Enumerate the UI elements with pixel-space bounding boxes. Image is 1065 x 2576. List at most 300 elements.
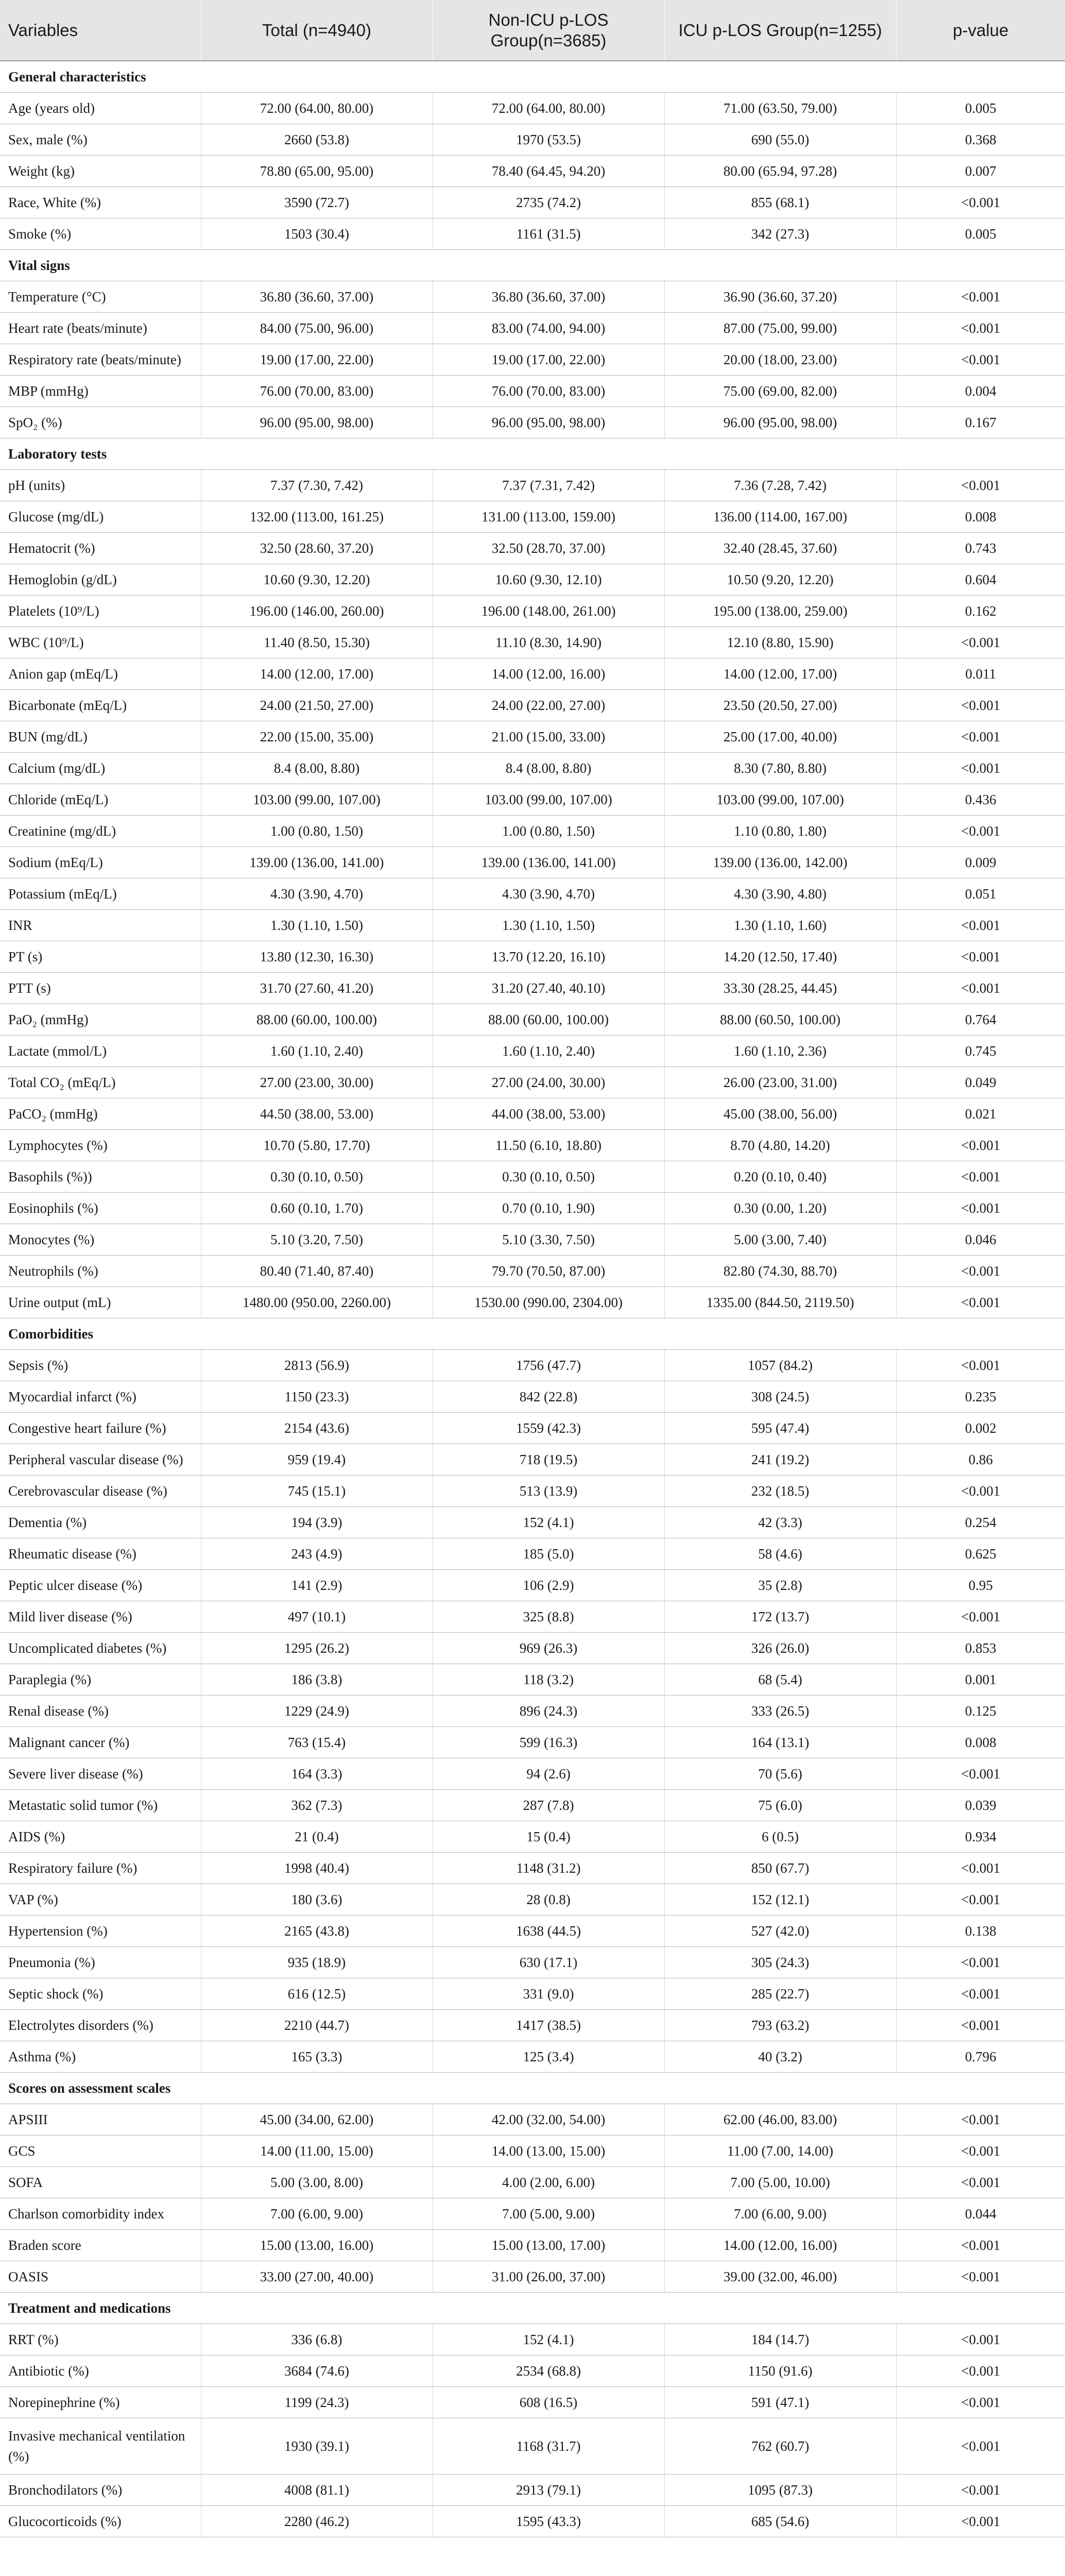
icu-value: 35 (2.8) [664,1570,896,1601]
icu-value: 1.30 (1.10, 1.60) [664,910,896,941]
non-icu-value: 513 (13.9) [433,1476,664,1507]
non-icu-value: 15 (0.4) [433,1821,664,1853]
variable-name: Asthma (%) [0,2041,201,2073]
total-value: 31.70 (27.60, 41.20) [201,973,433,1004]
variable-name: Age (years old) [0,93,201,124]
total-value: 132.00 (113.00, 161.25) [201,501,433,533]
icu-value: 87.00 (75.00, 99.00) [664,313,896,344]
non-icu-value: 152 (4.1) [433,2324,664,2355]
total-value: 362 (7.3) [201,1790,433,1821]
variable-name: Calcium (mg/dL) [0,753,201,784]
table-row [0,2387,1065,2418]
p-value: 0.002 [896,1413,1065,1444]
table-row [0,1916,1065,1947]
icu-value: 850 (67.7) [664,1853,896,1884]
table-row [0,1884,1065,1916]
p-value: 0.86 [896,1444,1065,1476]
non-icu-value: 1970 (53.5) [433,124,664,156]
variable-name: Weight (kg) [0,156,201,187]
non-icu-value: 118 (3.2) [433,1664,664,1696]
non-icu-value: 44.00 (38.00, 53.00) [433,1098,664,1130]
variable-name: PaCO₂ (mmHg) [0,1098,201,1130]
icu-value: 7.00 (5.00, 10.00) [664,2167,896,2198]
non-icu-value: 24.00 (22.00, 27.00) [433,690,664,721]
icu-value: 82.80 (74.30, 88.70) [664,1256,896,1287]
variable-name: Potassium (mEq/L) [0,878,201,910]
icu-value: 136.00 (114.00, 167.00) [664,501,896,533]
variable-name: MBP (mmHg) [0,376,201,407]
variable-name: PaO₂ (mmHg) [0,1004,201,1036]
icu-value: 10.50 (9.20, 12.20) [664,564,896,596]
table-row [0,2010,1065,2041]
table-row [0,218,1065,250]
p-value: 0.007 [896,156,1065,187]
total-value: 2165 (43.8) [201,1916,433,1947]
icu-value: 1095 (87.3) [664,2475,896,2506]
p-value: 0.046 [896,1224,1065,1256]
variable-name: Peripheral vascular disease (%) [0,1444,201,1476]
p-value: 0.743 [896,533,1065,564]
total-value: 22.00 (15.00, 35.00) [201,721,433,753]
variable-name: OASIS [0,2261,201,2293]
p-value: <0.001 [896,2418,1065,2475]
non-icu-value: 5.10 (3.30, 7.50) [433,1224,664,1256]
icu-value: 164 (13.1) [664,1727,896,1758]
p-value: 0.011 [896,658,1065,690]
table-row [0,1224,1065,1256]
p-value: 0.625 [896,1538,1065,1570]
total-value: 2660 (53.8) [201,124,433,156]
total-value: 1503 (30.4) [201,218,433,250]
variable-name: Urine output (mL) [0,1287,201,1318]
non-icu-value: 4.30 (3.90, 4.70) [433,878,664,910]
table-row [0,1130,1065,1161]
variable-name: Cerebrovascular disease (%) [0,1476,201,1507]
total-value: 4.30 (3.90, 4.70) [201,878,433,910]
section-title: Scores on assessment scales [0,2073,1065,2104]
total-value: 1.00 (0.80, 1.50) [201,816,433,847]
non-icu-value: 19.00 (17.00, 22.00) [433,344,664,376]
non-icu-value: 10.60 (9.30, 12.10) [433,564,664,596]
icu-value: 23.50 (20.50, 27.00) [664,690,896,721]
total-value: 1229 (24.9) [201,1696,433,1727]
p-value: <0.001 [896,973,1065,1004]
variable-name: Lymphocytes (%) [0,1130,201,1161]
variable-name: Charlson comorbidity index [0,2198,201,2230]
icu-value: 527 (42.0) [664,1916,896,1947]
variable-name: Rheumatic disease (%) [0,1538,201,1570]
header-total: Total (n=4940) [201,0,433,61]
p-value: 0.008 [896,1727,1065,1758]
icu-value: 40 (3.2) [664,2041,896,2073]
icu-value: 285 (22.7) [664,1978,896,2010]
icu-value: 80.00 (65.94, 97.28) [664,156,896,187]
total-value: 1930 (39.1) [201,2418,433,2475]
icu-value: 58 (4.6) [664,1538,896,1570]
table-row [0,1287,1065,1318]
icu-value: 195.00 (138.00, 259.00) [664,596,896,627]
variable-name: SOFA [0,2167,201,2198]
icu-value: 70 (5.6) [664,1758,896,1790]
total-value: 2280 (46.2) [201,2506,433,2537]
total-value: 3684 (74.6) [201,2355,433,2387]
variable-name: Myocardial infarct (%) [0,1381,201,1413]
table-row [0,2324,1065,2355]
non-icu-value: 103.00 (99.00, 107.00) [433,784,664,816]
icu-value: 685 (54.6) [664,2506,896,2537]
non-icu-value: 185 (5.0) [433,1538,664,1570]
p-value: <0.001 [896,2230,1065,2261]
header-icu-group: ICU p-LOS Group(n=1255) [664,0,896,61]
table-row [0,376,1065,407]
p-value: <0.001 [896,2475,1065,2506]
total-value: 36.80 (36.60, 37.00) [201,281,433,313]
non-icu-value: 88.00 (60.00, 100.00) [433,1004,664,1036]
p-value: <0.001 [896,1601,1065,1633]
total-value: 959 (19.4) [201,1444,433,1476]
total-value: 186 (3.8) [201,1664,433,1696]
total-value: 1998 (40.4) [201,1853,433,1884]
icu-value: 42 (3.3) [664,1507,896,1538]
total-value: 2813 (56.9) [201,1350,433,1381]
total-value: 2154 (43.6) [201,1413,433,1444]
icu-value: 0.30 (0.00, 1.20) [664,1193,896,1224]
table-row [0,156,1065,187]
variable-name: Monocytes (%) [0,1224,201,1256]
icu-value: 855 (68.1) [664,187,896,218]
icu-value: 1.60 (1.10, 2.36) [664,1036,896,1067]
table-row [0,2506,1065,2537]
icu-value: 75 (6.0) [664,1790,896,1821]
variable-name: WBC (10⁹/L) [0,627,201,658]
p-value: <0.001 [896,470,1065,501]
p-value: 0.005 [896,218,1065,250]
p-value: 0.167 [896,407,1065,438]
p-value: <0.001 [896,1130,1065,1161]
total-value: 27.00 (23.00, 30.00) [201,1067,433,1098]
p-value: <0.001 [896,1476,1065,1507]
icu-value: 595 (47.4) [664,1413,896,1444]
variable-name: AIDS (%) [0,1821,201,1853]
variable-name: Bicarbonate (mEq/L) [0,690,201,721]
total-value: 4008 (81.1) [201,2475,433,2506]
non-icu-value: 969 (26.3) [433,1633,664,1664]
icu-value: 36.90 (36.60, 37.20) [664,281,896,313]
total-value: 1295 (26.2) [201,1633,433,1664]
table-row [0,690,1065,721]
table-row [0,2167,1065,2198]
variable-name: pH (units) [0,470,201,501]
variable-name: Sepsis (%) [0,1350,201,1381]
table-row [0,2230,1065,2261]
table-row [0,564,1065,596]
non-icu-value: 287 (7.8) [433,1790,664,1821]
total-value: 72.00 (64.00, 80.00) [201,93,433,124]
non-icu-value: 1559 (42.3) [433,1413,664,1444]
p-value: 0.044 [896,2198,1065,2230]
non-icu-value: 1530.00 (990.00, 2304.00) [433,1287,664,1318]
total-value: 1150 (23.3) [201,1381,433,1413]
total-value: 164 (3.3) [201,1758,433,1790]
header-p-value: p-value [896,0,1065,61]
non-icu-value: 0.70 (0.10, 1.90) [433,1193,664,1224]
icu-value: 14.00 (12.00, 17.00) [664,658,896,690]
variable-name: Norepinephrine (%) [0,2387,201,2418]
icu-value: 0.20 (0.10, 0.40) [664,1161,896,1193]
total-value: 336 (6.8) [201,2324,433,2355]
p-value: 0.436 [896,784,1065,816]
icu-value: 33.30 (28.25, 44.45) [664,973,896,1004]
variable-name: Lactate (mmol/L) [0,1036,201,1067]
non-icu-value: 0.30 (0.10, 0.50) [433,1161,664,1193]
total-value: 13.80 (12.30, 16.30) [201,941,433,973]
icu-value: 7.36 (7.28, 7.42) [664,470,896,501]
total-value: 1199 (24.3) [201,2387,433,2418]
non-icu-value: 32.50 (28.70, 37.00) [433,533,664,564]
variable-name: Platelets (10⁹/L) [0,596,201,627]
icu-value: 32.40 (28.45, 37.60) [664,533,896,564]
non-icu-value: 196.00 (148.00, 261.00) [433,596,664,627]
total-value: 243 (4.9) [201,1538,433,1570]
total-value: 1.60 (1.10, 2.40) [201,1036,433,1067]
table-row [0,1036,1065,1067]
total-value: 745 (15.1) [201,1476,433,1507]
p-value: 0.009 [896,847,1065,878]
p-value: 0.051 [896,878,1065,910]
non-icu-value: 1168 (31.7) [433,2418,664,2475]
p-value: 0.004 [896,376,1065,407]
non-icu-value: 14.00 (12.00, 16.00) [433,658,664,690]
non-icu-value: 2534 (68.8) [433,2355,664,2387]
total-value: 180 (3.6) [201,1884,433,1916]
total-value: 7.37 (7.30, 7.42) [201,470,433,501]
p-value: <0.001 [896,690,1065,721]
total-value: 616 (12.5) [201,1978,433,2010]
p-value: <0.001 [896,2261,1065,2293]
variable-name: PTT (s) [0,973,201,1004]
table-row [0,1098,1065,1130]
non-icu-value: 630 (17.1) [433,1947,664,1978]
icu-value: 68 (5.4) [664,1664,896,1696]
section-header-row [0,438,1065,470]
p-value: <0.001 [896,1350,1065,1381]
icu-value: 14.00 (12.00, 16.00) [664,2230,896,2261]
table-row [0,2261,1065,2293]
variable-name: Creatinine (mg/dL) [0,816,201,847]
p-value: <0.001 [896,941,1065,973]
non-icu-value: 1.00 (0.80, 1.50) [433,816,664,847]
non-icu-value: 27.00 (24.00, 30.00) [433,1067,664,1098]
p-value: 0.008 [896,501,1065,533]
icu-value: 6 (0.5) [664,1821,896,1853]
total-value: 10.60 (9.30, 12.20) [201,564,433,596]
total-value: 1.30 (1.10, 1.50) [201,910,433,941]
non-icu-value: 125 (3.4) [433,2041,664,2073]
p-value: <0.001 [896,1256,1065,1287]
variable-name: Braden score [0,2230,201,2261]
non-icu-value: 31.20 (27.40, 40.10) [433,973,664,1004]
variable-name: Dementia (%) [0,1507,201,1538]
table-row [0,627,1065,658]
icu-value: 7.00 (6.00, 9.00) [664,2198,896,2230]
non-icu-value: 608 (16.5) [433,2387,664,2418]
total-value: 96.00 (95.00, 98.00) [201,407,433,438]
non-icu-value: 106 (2.9) [433,1570,664,1601]
variable-name: Eosinophils (%) [0,1193,201,1224]
p-value: <0.001 [896,187,1065,218]
variable-name: Sodium (mEq/L) [0,847,201,878]
variable-name: Respiratory rate (beats/minute) [0,344,201,376]
non-icu-value: 76.00 (70.00, 83.00) [433,376,664,407]
p-value: <0.001 [896,753,1065,784]
total-value: 15.00 (13.00, 16.00) [201,2230,433,2261]
variable-name: Pneumonia (%) [0,1947,201,1978]
non-icu-value: 15.00 (13.00, 17.00) [433,2230,664,2261]
table-row [0,407,1065,438]
non-icu-value: 1161 (31.5) [433,218,664,250]
icu-value: 4.30 (3.90, 4.80) [664,878,896,910]
variable-name: Uncomplicated diabetes (%) [0,1633,201,1664]
total-value: 33.00 (27.00, 40.00) [201,2261,433,2293]
section-title: Laboratory tests [0,438,1065,470]
table-row [0,2041,1065,2073]
table-row [0,1947,1065,1978]
non-icu-value: 331 (9.0) [433,1978,664,2010]
table-row [0,596,1065,627]
non-icu-value: 896 (24.3) [433,1696,664,1727]
p-value: <0.001 [896,2104,1065,2136]
total-value: 10.70 (5.80, 17.70) [201,1130,433,1161]
variable-name: PT (s) [0,941,201,973]
icu-value: 172 (13.7) [664,1601,896,1633]
total-value: 78.80 (65.00, 95.00) [201,156,433,187]
p-value: 0.001 [896,1664,1065,1696]
section-header-row [0,61,1065,93]
table-row [0,2355,1065,2387]
p-value: <0.001 [896,313,1065,344]
table-row [0,1476,1065,1507]
table-row [0,847,1065,878]
table-row [0,1381,1065,1413]
non-icu-value: 31.00 (26.00, 37.00) [433,2261,664,2293]
variable-name: VAP (%) [0,1884,201,1916]
table-row [0,281,1065,313]
total-value: 24.00 (21.50, 27.00) [201,690,433,721]
total-value: 194 (3.9) [201,1507,433,1538]
variable-name: Glucocorticoids (%) [0,2506,201,2537]
table-row [0,1444,1065,1476]
table-header [0,0,1065,61]
section-header-row [0,2073,1065,2104]
table-row [0,2418,1065,2475]
variable-name: BUN (mg/dL) [0,721,201,753]
total-value: 497 (10.1) [201,1601,433,1633]
table-row [0,93,1065,124]
variable-name: Invasive mechanical ventilation (%) [0,2418,201,2475]
table-row [0,1790,1065,1821]
total-value: 139.00 (136.00, 141.00) [201,847,433,878]
p-value: 0.235 [896,1381,1065,1413]
variable-name: Congestive heart failure (%) [0,1413,201,1444]
p-value: <0.001 [896,910,1065,941]
icu-value: 690 (55.0) [664,124,896,156]
variable-name: Hypertension (%) [0,1916,201,1947]
total-value: 3590 (72.7) [201,187,433,218]
variable-name: Renal disease (%) [0,1696,201,1727]
p-value: <0.001 [896,2506,1065,2537]
icu-value: 342 (27.3) [664,218,896,250]
total-value: 2210 (44.7) [201,2010,433,2041]
total-value: 0.30 (0.10, 0.50) [201,1161,433,1193]
table-row [0,2104,1065,2136]
variable-name: INR [0,910,201,941]
header-variables: Variables [0,0,201,61]
table-row [0,124,1065,156]
variable-name: Anion gap (mEq/L) [0,658,201,690]
non-icu-value: 11.50 (6.10, 18.80) [433,1130,664,1161]
variable-name: SpO₂ (%) [0,407,201,438]
variable-name: Chloride (mEq/L) [0,784,201,816]
icu-value: 25.00 (17.00, 40.00) [664,721,896,753]
icu-value: 26.00 (23.00, 31.00) [664,1067,896,1098]
total-value: 45.00 (34.00, 62.00) [201,2104,433,2136]
icu-value: 591 (47.1) [664,2387,896,2418]
table-row [0,1256,1065,1287]
icu-value: 71.00 (63.50, 79.00) [664,93,896,124]
total-value: 14.00 (11.00, 15.00) [201,2136,433,2167]
total-value: 21 (0.4) [201,1821,433,1853]
table-row [0,1696,1065,1727]
p-value: 0.796 [896,2041,1065,2073]
icu-value: 14.20 (12.50, 17.40) [664,941,896,973]
variable-name: Hematocrit (%) [0,533,201,564]
variable-name: Peptic ulcer disease (%) [0,1570,201,1601]
section-header-row [0,1318,1065,1350]
table-row [0,658,1065,690]
total-value: 165 (3.3) [201,2041,433,2073]
icu-value: 1150 (91.6) [664,2355,896,2387]
table-row [0,1821,1065,1853]
variable-name: Heart rate (beats/minute) [0,313,201,344]
non-icu-value: 1.30 (1.10, 1.50) [433,910,664,941]
variable-name: Sex, male (%) [0,124,201,156]
table-row [0,1161,1065,1193]
icu-value: 152 (12.1) [664,1884,896,1916]
total-value: 11.40 (8.50, 15.30) [201,627,433,658]
p-value: <0.001 [896,1287,1065,1318]
p-value: 0.764 [896,1004,1065,1036]
non-icu-value: 21.00 (15.00, 33.00) [433,721,664,753]
variable-name: APSIII [0,2104,201,2136]
table-row [0,1978,1065,2010]
table-row [0,187,1065,218]
variable-name: Race, White (%) [0,187,201,218]
table-row [0,1193,1065,1224]
table-row [0,1538,1065,1570]
icu-value: 762 (60.7) [664,2418,896,2475]
table-row [0,1350,1065,1381]
p-value: <0.001 [896,2324,1065,2355]
p-value: 0.049 [896,1067,1065,1098]
non-icu-value: 1.60 (1.10, 2.40) [433,1036,664,1067]
table-row [0,973,1065,1004]
section-title: Treatment and medications [0,2293,1065,2324]
table-row [0,878,1065,910]
icu-value: 5.00 (3.00, 7.40) [664,1224,896,1256]
icu-value: 96.00 (95.00, 98.00) [664,407,896,438]
section-title: Comorbidities [0,1318,1065,1350]
header-row [0,0,1065,61]
